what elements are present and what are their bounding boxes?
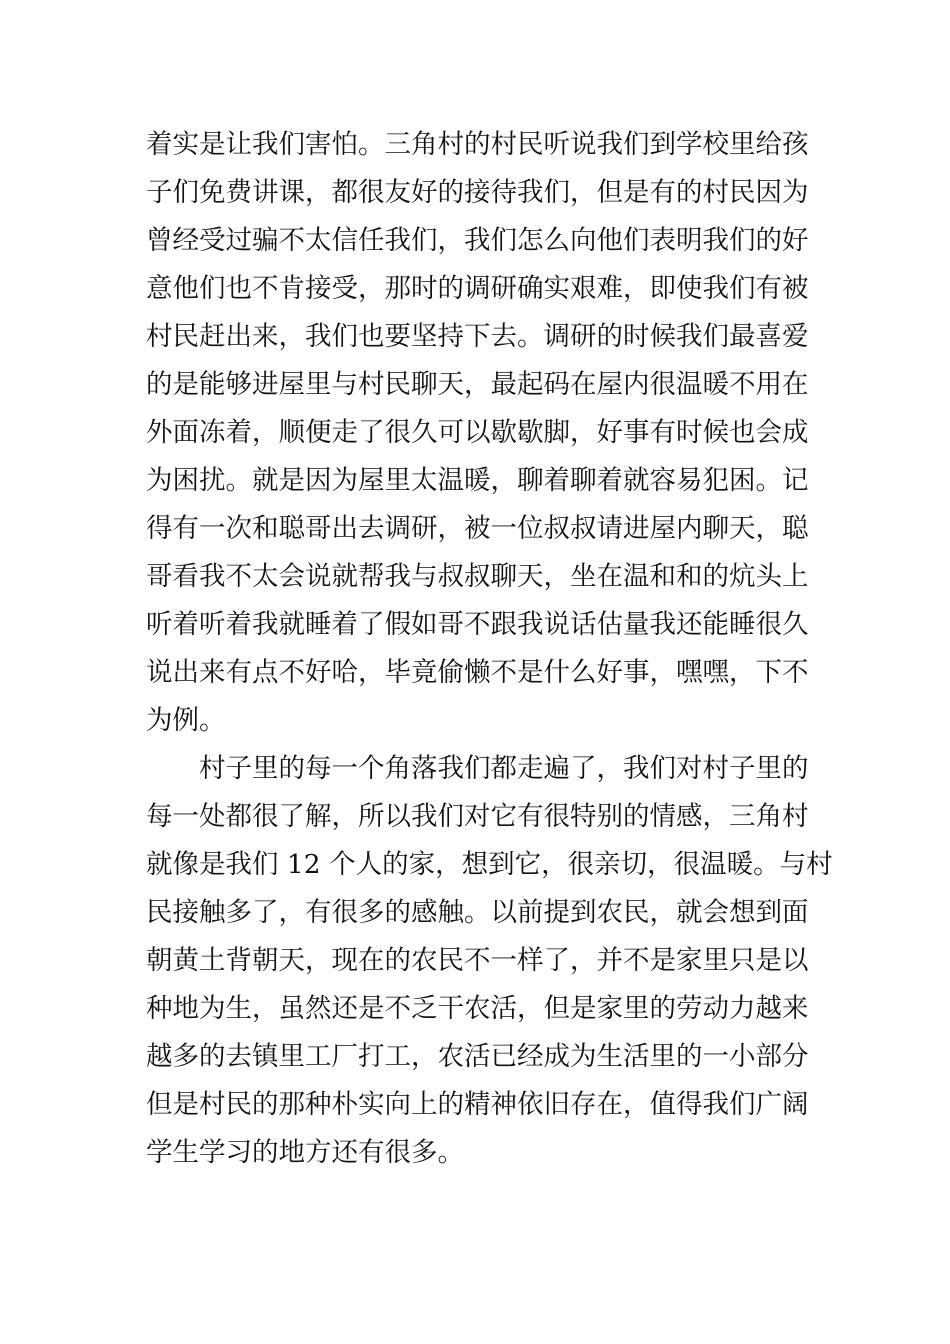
text-line: 民接触多了，有很多的感触。以前提到农民，就会想到面 (146, 897, 809, 928)
text-line: 哥看我不太会说就帮我与叔叔聊天，坐在温和和的炕头上 (146, 561, 809, 592)
text-line: 子们免费讲课，都很友好的接待我们，但是有的村民因为 (146, 177, 809, 208)
text-line: 每一处都很了解，所以我们对它有很特别的情感，三角村 (146, 801, 809, 832)
text-line: 越多的去镇里工厂打工，农活已经成为生活里的一小部分 (146, 1041, 809, 1072)
text-line: 说出来有点不好哈，毕竟偷懒不是什么好事，嘿嘿，下不 (146, 657, 809, 688)
text-line: 就像是我们 12 个人的家，想到它，很亲切，很温暖。与村 (146, 849, 833, 880)
text-line: 学生学习的地方还有很多。 (146, 1137, 464, 1168)
text-line: 曾经受过骗不太信任我们，我们怎么向他们表明我们的好 (146, 225, 809, 256)
text-line: 朝黄土背朝天，现在的农民不一样了，并不是家里只是以 (146, 945, 809, 976)
text-line: 村子里的每一个角落我们都走遍了，我们对村子里的 (146, 753, 809, 784)
text-line: 外面冻着，顺便走了很久可以歇歇脚，好事有时候也会成 (146, 417, 809, 448)
text-line: 为例。 (146, 705, 226, 736)
text-line: 但是村民的那种朴实向上的精神依旧存在，值得我们广阔 (146, 1089, 809, 1120)
text-line: 听着听着我就睡着了假如哥不跟我说话估量我还能睡很久 (146, 609, 809, 640)
text-line: 的是能够进屋里与村民聊天，最起码在屋内很温暖不用在 (146, 369, 809, 400)
text-line: 村民赶出来，我们也要坚持下去。调研的时候我们最喜爱 (146, 321, 809, 352)
text-line: 种地为生，虽然还是不乏干农活，但是家里的劳动力越来 (146, 993, 809, 1024)
text-line: 为困扰。就是因为屋里太温暖，聊着聊着就容易犯困。记 (146, 465, 809, 496)
text-line: 得有一次和聪哥出去调研，被一位叔叔请进屋内聊天，聪 (146, 513, 809, 544)
text-line: 意他们也不肯接受，那时的调研确实艰难，即使我们有被 (146, 273, 809, 304)
text-line: 着实是让我们害怕。三角村的村民听说我们到学校里给孩 (146, 129, 809, 160)
